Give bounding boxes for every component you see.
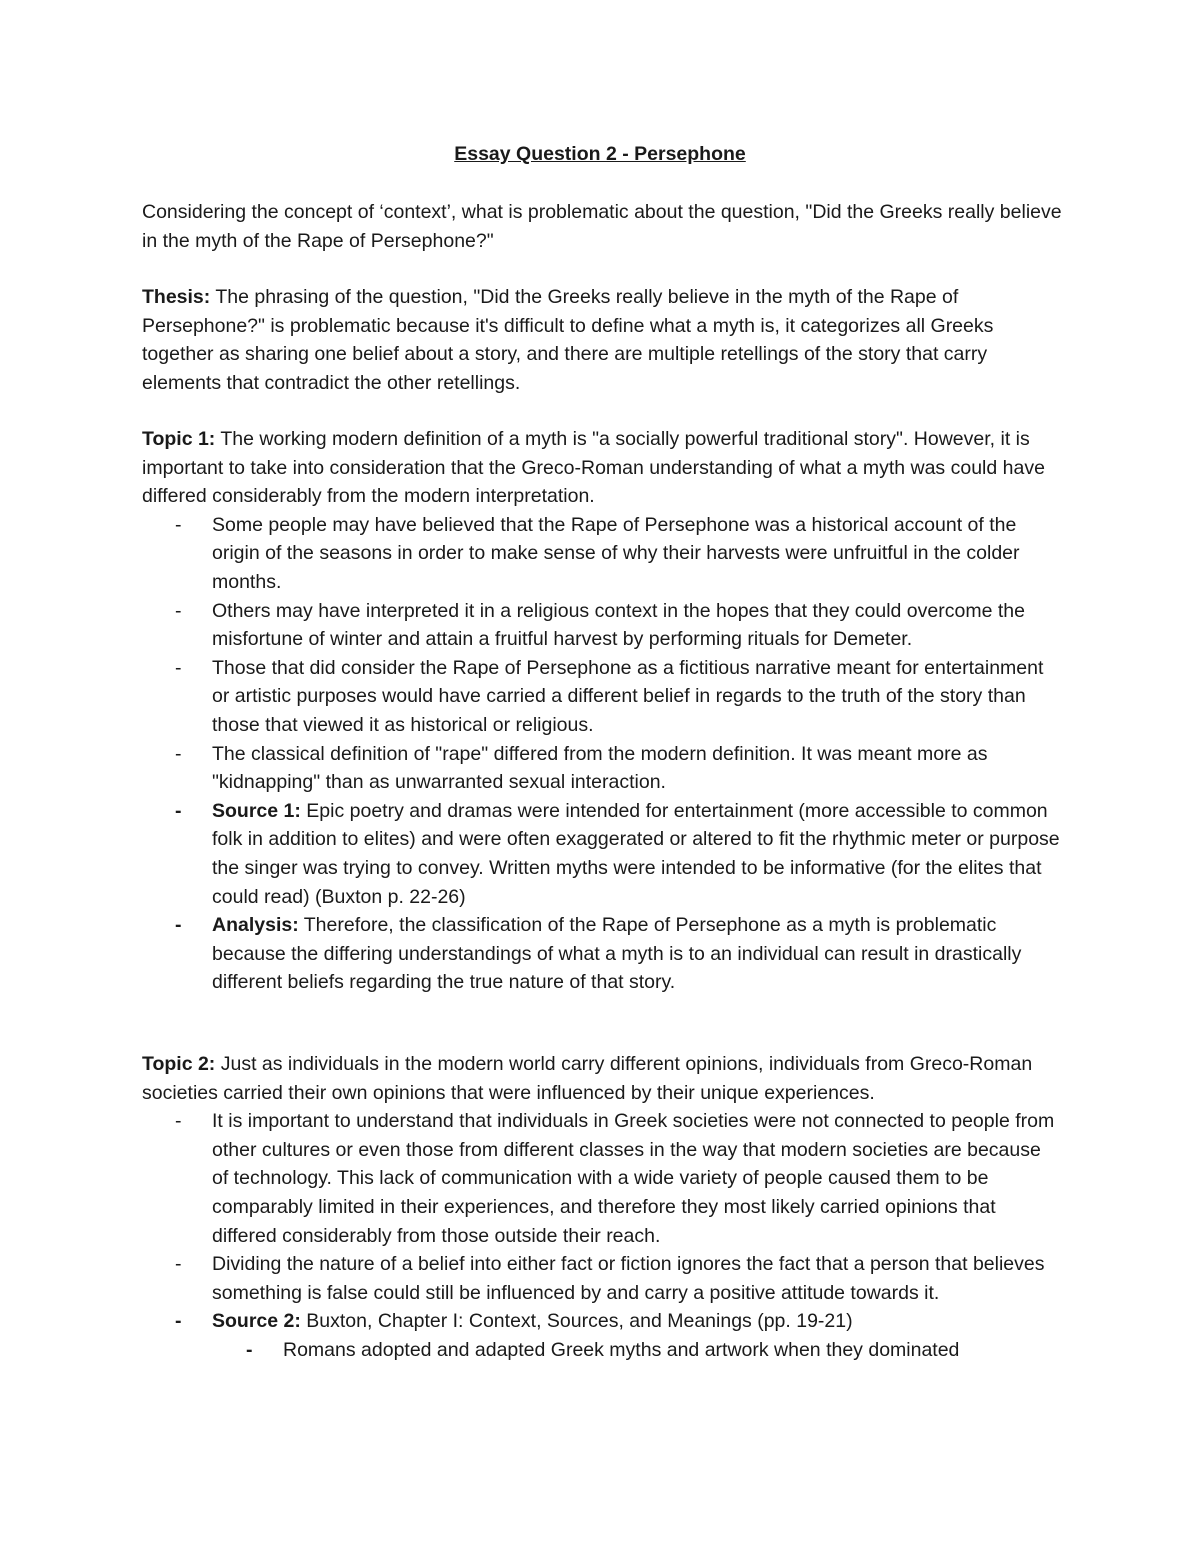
source1-item: - Source 1: Epic poetry and dramas were intended for entertainment (more accessible to common folk in addition to elites) and were often exaggerated or altered to fit the rhythmic meter or purpose the singer was trying to convey. Written myths were intended to be informative (for the elites that could read) (Buxton p. 22-26) — [175, 799, 1060, 908]
list-item: - Those that did consider the Rape of Persephone as a fictitious narrative meant for entertainment or artistic purposes would have carried a different belief in regards to the truth of the story than those that viewed it as historical or religious. — [175, 656, 1044, 736]
source2-label: Source 2: — [212, 1310, 301, 1333]
list-item: - Others may have interpreted it in a religious context in the hopes that they could overcome the misfortune of winter and attain a fruitful harvest by performing rituals for Demeter. — [175, 599, 1025, 651]
topic1-section — [142, 425, 1062, 997]
list-item: - The classical definition of "rape" differed from the modern definition. It was meant more as "kidnapping" than as unwarranted sexual interaction. — [175, 742, 988, 794]
source2-item: - Source 2: Buxton, Chapter I: Context, Sources, and Meanings (pp. 19-21) — [175, 1310, 853, 1333]
list-item: - It is important to understand that individuals in Greek societies were not connected to people from other cultures or even those from different classes in the way that modern societies are because of technology. This lack of communication with a wide variety of people caused them to be comparably limited in their experiences, and therefore they most likely carried opinions that differed considerably from those outside their reach. — [175, 1110, 1055, 1247]
thesis-text: The phrasing of the question, "Did the Greeks really believe in the myth of the Rape of Persephone?" is problematic because it's difficult to define what a myth is, it categorizes all Greeks together as sharing one belief about a story, and there are multiple retellings of the story that carry elements that contradict the other retellings. — [142, 286, 994, 394]
analysis-item: - Analysis: Therefore, the classification of the Rape of Persephone as a myth is problematic because the differing understandings of what a myth is to an individual can result in drastically different beliefs regarding the true nature of that story. — [175, 914, 1022, 994]
question-paragraph — [142, 198, 1062, 255]
analysis-label: Analysis: — [212, 914, 299, 937]
list-item: - Dividing the nature of a belief into either fact or fiction ignores the fact that a person that believes something is false could still be influenced by and carry a positive attitude towards it. — [175, 1253, 1045, 1304]
topic2-text: Just as individuals in the modern world carry different opinions, individuals from Greco-Roman societies carried their own opinions that were influenced by their unique experiences. — [142, 1053, 1033, 1104]
thesis-paragraph — [142, 283, 1062, 397]
topic1-text: The working modern definition of a myth is "a socially powerful traditional story". However, it is important to take into consideration that the Greco-Roman understanding of what a myth was could have differed considerably from the modern interpretation. — [142, 428, 1045, 508]
topic2-label: Topic 2: — [142, 1053, 216, 1075]
topic2-bullet-list — [142, 1107, 1062, 1336]
topic2-sub-bullet-list — [142, 1336, 1062, 1365]
list-item: - Some people may have believed that the Rape of Persephone was a historical account of the origin of the seasons in order to make sense of why their harvests were unfruitful in the colder months. — [175, 513, 1020, 593]
question-text: Considering the concept of ‘context’, what is problematic about the question, "Did the Greeks really believe in the myth of the Rape of Persephone?" — [142, 201, 1062, 252]
page-title: Essay Question 2 - Persephone — [454, 143, 746, 165]
source1-label: Source 1: — [212, 799, 301, 822]
topic1-bullet-list — [142, 511, 1062, 997]
list-item: - Romans adopted and adapted Greek myths and artwork when they dominated — [246, 1338, 960, 1361]
thesis-label: Thesis: — [142, 286, 211, 308]
topic1-label: Topic 1: — [142, 428, 216, 450]
topic2-section — [142, 1050, 1062, 1365]
